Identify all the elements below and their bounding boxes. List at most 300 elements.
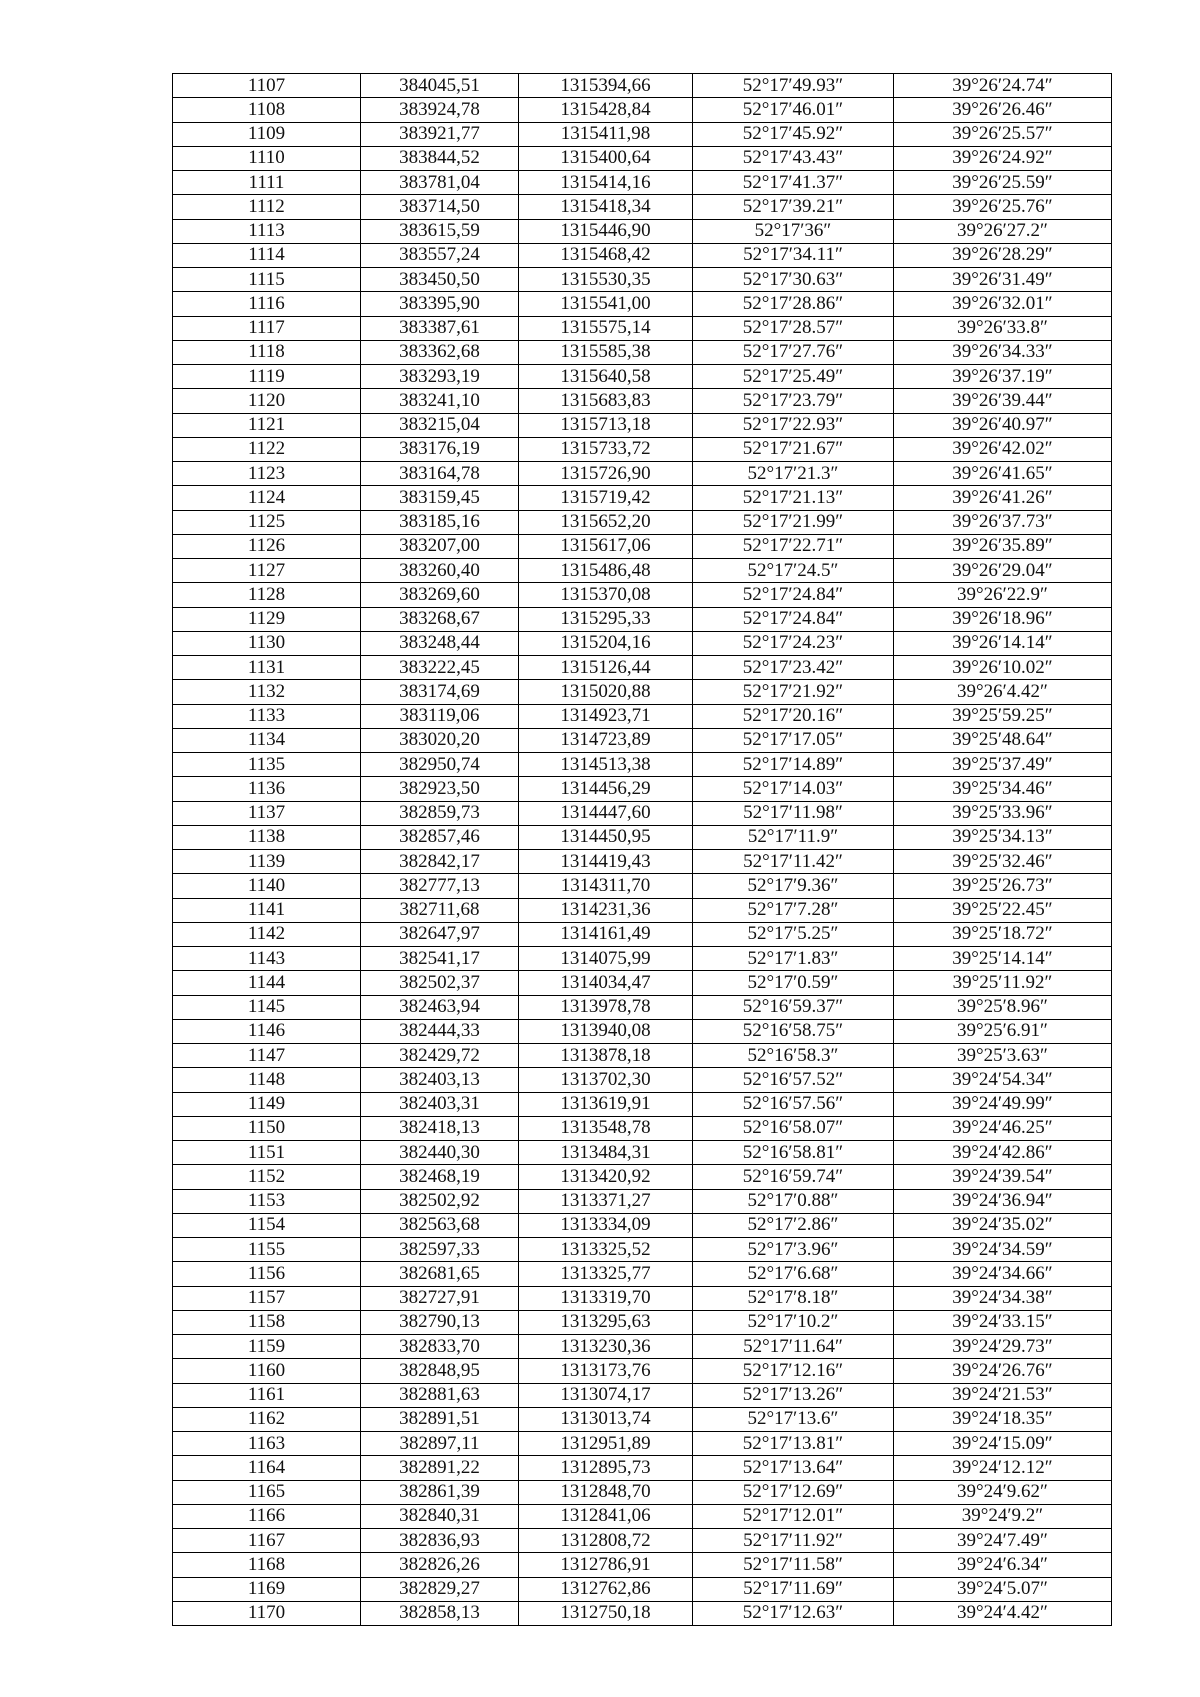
latitude-cell: 52°17′49.93″ [693,74,894,98]
y-coordinate-cell: 1315726,90 [519,462,693,486]
longitude-cell: 39°24′34.38″ [894,1286,1112,1310]
point-number-cell: 1153 [173,1189,361,1213]
y-coordinate-cell: 1313371,27 [519,1189,693,1213]
longitude-cell: 39°26′28.29″ [894,243,1112,267]
latitude-cell: 52°17′11.9″ [693,825,894,849]
y-coordinate-cell: 1315411,98 [519,122,693,146]
longitude-cell: 39°26′34.33″ [894,340,1112,364]
latitude-cell: 52°17′8.18″ [693,1286,894,1310]
latitude-cell: 52°17′21.92″ [693,680,894,704]
x-coordinate-cell: 382727,91 [361,1286,519,1310]
latitude-cell: 52°17′22.71″ [693,534,894,558]
y-coordinate-cell: 1313878,18 [519,1044,693,1068]
longitude-cell: 39°24′12.12″ [894,1456,1112,1480]
x-coordinate-cell: 383293,19 [361,365,519,389]
y-coordinate-cell: 1314161,49 [519,922,693,946]
latitude-cell: 52°17′11.69″ [693,1577,894,1601]
latitude-cell: 52°17′21.13″ [693,486,894,510]
x-coordinate-cell: 383176,19 [361,437,519,461]
table-row [173,534,1112,558]
latitude-cell: 52°16′58.81″ [693,1141,894,1165]
latitude-cell: 52°17′11.42″ [693,850,894,874]
longitude-cell: 39°26′35.89″ [894,534,1112,558]
latitude-cell: 52°16′59.74″ [693,1165,894,1189]
point-number-cell: 1134 [173,728,361,752]
y-coordinate-cell: 1312951,89 [519,1432,693,1456]
x-coordinate-cell: 383387,61 [361,316,519,340]
y-coordinate-cell: 1312750,18 [519,1601,693,1625]
y-coordinate-cell: 1314419,43 [519,850,693,874]
latitude-cell: 52°17′11.58″ [693,1553,894,1577]
y-coordinate-cell: 1314923,71 [519,704,693,728]
y-coordinate-cell: 1312762,86 [519,1577,693,1601]
table-row [173,1286,1112,1310]
latitude-cell: 52°17′23.79″ [693,389,894,413]
x-coordinate-cell: 383781,04 [361,171,519,195]
y-coordinate-cell: 1315640,58 [519,365,693,389]
longitude-cell: 39°25′37.49″ [894,753,1112,777]
x-coordinate-cell: 382897,11 [361,1432,519,1456]
x-coordinate-cell: 382891,51 [361,1407,519,1431]
longitude-cell: 39°24′49.99″ [894,1092,1112,1116]
longitude-cell: 39°24′34.59″ [894,1238,1112,1262]
x-coordinate-cell: 382597,33 [361,1238,519,1262]
latitude-cell: 52°17′22.93″ [693,413,894,437]
point-number-cell: 1115 [173,268,361,292]
latitude-cell: 52°17′10.2″ [693,1310,894,1334]
latitude-cell: 52°17′24.23″ [693,631,894,655]
x-coordinate-cell: 383207,00 [361,534,519,558]
y-coordinate-cell: 1315617,06 [519,534,693,558]
y-coordinate-cell: 1313230,36 [519,1335,693,1359]
point-number-cell: 1122 [173,437,361,461]
table-row [173,1068,1112,1092]
x-coordinate-cell: 383260,40 [361,559,519,583]
y-coordinate-cell: 1315446,90 [519,219,693,243]
table-row [173,1310,1112,1334]
latitude-cell: 52°17′21.3″ [693,462,894,486]
latitude-cell: 52°16′57.56″ [693,1092,894,1116]
table-row [173,1141,1112,1165]
latitude-cell: 52°17′28.86″ [693,292,894,316]
point-number-cell: 1120 [173,389,361,413]
point-number-cell: 1150 [173,1116,361,1140]
longitude-cell: 39°24′39.54″ [894,1165,1112,1189]
latitude-cell: 52°17′12.69″ [693,1480,894,1504]
table-row [173,947,1112,971]
table-row [173,1553,1112,1577]
table-row [173,1407,1112,1431]
table-row [173,316,1112,340]
table-row [173,850,1112,874]
y-coordinate-cell: 1313334,09 [519,1213,693,1237]
x-coordinate-cell: 383020,20 [361,728,519,752]
longitude-cell: 39°26′37.73″ [894,510,1112,534]
table-row [173,607,1112,631]
table-row [173,1529,1112,1553]
table-row [173,1335,1112,1359]
x-coordinate-cell: 382541,17 [361,947,519,971]
table-row [173,365,1112,389]
latitude-cell: 52°17′6.68″ [693,1262,894,1286]
latitude-cell: 52°16′57.52″ [693,1068,894,1092]
longitude-cell: 39°24′29.73″ [894,1335,1112,1359]
y-coordinate-cell: 1315295,33 [519,607,693,631]
latitude-cell: 52°17′39.21″ [693,195,894,219]
latitude-cell: 52°17′24.84″ [693,583,894,607]
point-number-cell: 1129 [173,607,361,631]
longitude-cell: 39°25′22.45″ [894,898,1112,922]
longitude-cell: 39°26′25.57″ [894,122,1112,146]
latitude-cell: 52°17′25.49″ [693,365,894,389]
x-coordinate-cell: 383241,10 [361,389,519,413]
table-row [173,1116,1112,1140]
table-row [173,243,1112,267]
point-number-cell: 1146 [173,1019,361,1043]
table-row [173,1383,1112,1407]
x-coordinate-cell: 382440,30 [361,1141,519,1165]
x-coordinate-cell: 382881,63 [361,1383,519,1407]
y-coordinate-cell: 1315719,42 [519,486,693,510]
table-row [173,146,1112,170]
x-coordinate-cell: 382840,31 [361,1504,519,1528]
longitude-cell: 39°24′42.86″ [894,1141,1112,1165]
y-coordinate-cell: 1313484,31 [519,1141,693,1165]
point-number-cell: 1147 [173,1044,361,1068]
table-row [173,728,1112,752]
longitude-cell: 39°24′9.62″ [894,1480,1112,1504]
latitude-cell: 52°17′0.59″ [693,971,894,995]
y-coordinate-cell: 1314311,70 [519,874,693,898]
point-number-cell: 1151 [173,1141,361,1165]
longitude-cell: 39°25′59.25″ [894,704,1112,728]
longitude-cell: 39°26′14.14″ [894,631,1112,655]
point-number-cell: 1168 [173,1553,361,1577]
x-coordinate-cell: 383119,06 [361,704,519,728]
point-number-cell: 1114 [173,243,361,267]
longitude-cell: 39°24′6.34″ [894,1553,1112,1577]
y-coordinate-cell: 1312848,70 [519,1480,693,1504]
table-row [173,486,1112,510]
y-coordinate-cell: 1314231,36 [519,898,693,922]
longitude-cell: 39°25′26.73″ [894,874,1112,898]
latitude-cell: 52°17′3.96″ [693,1238,894,1262]
longitude-cell: 39°26′26.46″ [894,98,1112,122]
x-coordinate-cell: 383269,60 [361,583,519,607]
x-coordinate-cell: 383268,67 [361,607,519,631]
y-coordinate-cell: 1313074,17 [519,1383,693,1407]
y-coordinate-cell: 1315418,34 [519,195,693,219]
table-row [173,559,1112,583]
longitude-cell: 39°24′5.07″ [894,1577,1112,1601]
table-row [173,413,1112,437]
longitude-cell: 39°24′46.25″ [894,1116,1112,1140]
longitude-cell: 39°24′9.2″ [894,1504,1112,1528]
point-number-cell: 1124 [173,486,361,510]
x-coordinate-cell: 382836,93 [361,1529,519,1553]
point-number-cell: 1162 [173,1407,361,1431]
latitude-cell: 52°17′9.36″ [693,874,894,898]
table-row [173,1165,1112,1189]
y-coordinate-cell: 1315486,48 [519,559,693,583]
x-coordinate-cell: 383557,24 [361,243,519,267]
longitude-cell: 39°26′29.04″ [894,559,1112,583]
point-number-cell: 1166 [173,1504,361,1528]
point-number-cell: 1158 [173,1310,361,1334]
x-coordinate-cell: 383215,04 [361,413,519,437]
longitude-cell: 39°26′32.01″ [894,292,1112,316]
table-row [173,1238,1112,1262]
table-row [173,801,1112,825]
x-coordinate-cell: 382429,72 [361,1044,519,1068]
x-coordinate-cell: 382857,46 [361,825,519,849]
x-coordinate-cell: 382950,74 [361,753,519,777]
x-coordinate-cell: 382848,95 [361,1359,519,1383]
longitude-cell: 39°26′25.76″ [894,195,1112,219]
longitude-cell: 39°25′6.91″ [894,1019,1112,1043]
y-coordinate-cell: 1315733,72 [519,437,693,461]
point-number-cell: 1137 [173,801,361,825]
point-number-cell: 1119 [173,365,361,389]
latitude-cell: 52°17′1.83″ [693,947,894,971]
y-coordinate-cell: 1315585,38 [519,340,693,364]
x-coordinate-cell: 383164,78 [361,462,519,486]
latitude-cell: 52°17′12.16″ [693,1359,894,1383]
latitude-cell: 52°17′13.81″ [693,1432,894,1456]
latitude-cell: 52°17′28.57″ [693,316,894,340]
latitude-cell: 52°17′12.63″ [693,1601,894,1625]
latitude-cell: 52°17′30.63″ [693,268,894,292]
latitude-cell: 52°17′13.26″ [693,1383,894,1407]
longitude-cell: 39°25′14.14″ [894,947,1112,971]
table-row [173,631,1112,655]
latitude-cell: 52°17′45.92″ [693,122,894,146]
point-number-cell: 1112 [173,195,361,219]
point-number-cell: 1141 [173,898,361,922]
y-coordinate-cell: 1313325,77 [519,1262,693,1286]
coordinates-table [172,73,1112,1626]
y-coordinate-cell: 1313319,70 [519,1286,693,1310]
longitude-cell: 39°26′4.42″ [894,680,1112,704]
latitude-cell: 52°17′11.92″ [693,1529,894,1553]
point-number-cell: 1155 [173,1238,361,1262]
table-row [173,971,1112,995]
latitude-cell: 52°16′58.07″ [693,1116,894,1140]
longitude-cell: 39°25′11.92″ [894,971,1112,995]
coordinates-table-body [173,74,1112,1626]
table-row [173,171,1112,195]
y-coordinate-cell: 1315652,20 [519,510,693,534]
x-coordinate-cell: 383844,52 [361,146,519,170]
longitude-cell: 39°26′10.02″ [894,656,1112,680]
latitude-cell: 52°17′27.76″ [693,340,894,364]
longitude-cell: 39°25′18.72″ [894,922,1112,946]
y-coordinate-cell: 1314723,89 [519,728,693,752]
point-number-cell: 1107 [173,74,361,98]
x-coordinate-cell: 382859,73 [361,801,519,825]
longitude-cell: 39°25′34.46″ [894,777,1112,801]
table-row [173,1577,1112,1601]
table-row [173,995,1112,1019]
point-number-cell: 1132 [173,680,361,704]
table-row [173,1262,1112,1286]
point-number-cell: 1133 [173,704,361,728]
x-coordinate-cell: 382711,68 [361,898,519,922]
y-coordinate-cell: 1315204,16 [519,631,693,655]
latitude-cell: 52°16′58.75″ [693,1019,894,1043]
table-row [173,777,1112,801]
point-number-cell: 1127 [173,559,361,583]
table-row [173,1092,1112,1116]
table-row [173,268,1112,292]
longitude-cell: 39°25′48.64″ [894,728,1112,752]
y-coordinate-cell: 1315541,00 [519,292,693,316]
table-row [173,1601,1112,1625]
longitude-cell: 39°26′33.8″ [894,316,1112,340]
longitude-cell: 39°24′36.94″ [894,1189,1112,1213]
x-coordinate-cell: 382891,22 [361,1456,519,1480]
point-number-cell: 1111 [173,171,361,195]
x-coordinate-cell: 383174,69 [361,680,519,704]
point-number-cell: 1136 [173,777,361,801]
longitude-cell: 39°24′21.53″ [894,1383,1112,1407]
latitude-cell: 52°17′20.16″ [693,704,894,728]
point-number-cell: 1108 [173,98,361,122]
table-row [173,1359,1112,1383]
y-coordinate-cell: 1314447,60 [519,801,693,825]
x-coordinate-cell: 383222,45 [361,656,519,680]
y-coordinate-cell: 1313619,91 [519,1092,693,1116]
longitude-cell: 39°26′41.65″ [894,462,1112,486]
y-coordinate-cell: 1313548,78 [519,1116,693,1140]
y-coordinate-cell: 1315126,44 [519,656,693,680]
longitude-cell: 39°26′42.02″ [894,437,1112,461]
point-number-cell: 1169 [173,1577,361,1601]
y-coordinate-cell: 1312786,91 [519,1553,693,1577]
x-coordinate-cell: 382563,68 [361,1213,519,1237]
x-coordinate-cell: 383714,50 [361,195,519,219]
x-coordinate-cell: 382829,27 [361,1577,519,1601]
table-row [173,656,1112,680]
point-number-cell: 1156 [173,1262,361,1286]
point-number-cell: 1143 [173,947,361,971]
x-coordinate-cell: 382444,33 [361,1019,519,1043]
latitude-cell: 52°17′14.03″ [693,777,894,801]
point-number-cell: 1163 [173,1432,361,1456]
x-coordinate-cell: 383185,16 [361,510,519,534]
x-coordinate-cell: 382777,13 [361,874,519,898]
x-coordinate-cell: 382681,65 [361,1262,519,1286]
point-number-cell: 1170 [173,1601,361,1625]
point-number-cell: 1145 [173,995,361,1019]
longitude-cell: 39°26′41.26″ [894,486,1112,510]
x-coordinate-cell: 382826,26 [361,1553,519,1577]
latitude-cell: 52°16′58.3″ [693,1044,894,1068]
table-row [173,389,1112,413]
point-number-cell: 1126 [173,534,361,558]
longitude-cell: 39°24′35.02″ [894,1213,1112,1237]
latitude-cell: 52°17′21.67″ [693,437,894,461]
latitude-cell: 52°17′36″ [693,219,894,243]
y-coordinate-cell: 1313325,52 [519,1238,693,1262]
table-row [173,753,1112,777]
point-number-cell: 1138 [173,825,361,849]
x-coordinate-cell: 383248,44 [361,631,519,655]
table-row [173,1456,1112,1480]
x-coordinate-cell: 382403,31 [361,1092,519,1116]
x-coordinate-cell: 382858,13 [361,1601,519,1625]
x-coordinate-cell: 383159,45 [361,486,519,510]
y-coordinate-cell: 1315020,88 [519,680,693,704]
x-coordinate-cell: 382502,37 [361,971,519,995]
table-row [173,874,1112,898]
table-row [173,825,1112,849]
x-coordinate-cell: 382647,97 [361,922,519,946]
latitude-cell: 52°17′12.01″ [693,1504,894,1528]
x-coordinate-cell: 383924,78 [361,98,519,122]
y-coordinate-cell: 1314513,38 [519,753,693,777]
y-coordinate-cell: 1313173,76 [519,1359,693,1383]
table-row [173,1189,1112,1213]
point-number-cell: 1160 [173,1359,361,1383]
longitude-cell: 39°24′15.09″ [894,1432,1112,1456]
x-coordinate-cell: 382502,92 [361,1189,519,1213]
y-coordinate-cell: 1315683,83 [519,389,693,413]
point-number-cell: 1113 [173,219,361,243]
y-coordinate-cell: 1315530,35 [519,268,693,292]
y-coordinate-cell: 1313420,92 [519,1165,693,1189]
table-row [173,74,1112,98]
table-row [173,704,1112,728]
x-coordinate-cell: 383921,77 [361,122,519,146]
table-row [173,1480,1112,1504]
longitude-cell: 39°26′25.59″ [894,171,1112,195]
y-coordinate-cell: 1315428,84 [519,98,693,122]
table-row [173,1213,1112,1237]
y-coordinate-cell: 1312841,06 [519,1504,693,1528]
y-coordinate-cell: 1314450,95 [519,825,693,849]
y-coordinate-cell: 1314456,29 [519,777,693,801]
longitude-cell: 39°25′33.96″ [894,801,1112,825]
point-number-cell: 1117 [173,316,361,340]
latitude-cell: 52°17′13.6″ [693,1407,894,1431]
latitude-cell: 52°17′34.11″ [693,243,894,267]
table-row [173,1019,1112,1043]
longitude-cell: 39°26′31.49″ [894,268,1112,292]
point-number-cell: 1130 [173,631,361,655]
x-coordinate-cell: 384045,51 [361,74,519,98]
y-coordinate-cell: 1312808,72 [519,1529,693,1553]
point-number-cell: 1135 [173,753,361,777]
y-coordinate-cell: 1315400,64 [519,146,693,170]
y-coordinate-cell: 1313940,08 [519,1019,693,1043]
point-number-cell: 1140 [173,874,361,898]
y-coordinate-cell: 1315414,16 [519,171,693,195]
longitude-cell: 39°24′18.35″ [894,1407,1112,1431]
latitude-cell: 52°17′23.42″ [693,656,894,680]
point-number-cell: 1152 [173,1165,361,1189]
x-coordinate-cell: 382790,13 [361,1310,519,1334]
x-coordinate-cell: 382842,17 [361,850,519,874]
table-row [173,98,1112,122]
x-coordinate-cell: 383395,90 [361,292,519,316]
longitude-cell: 39°24′34.66″ [894,1262,1112,1286]
latitude-cell: 52°17′24.5″ [693,559,894,583]
longitude-cell: 39°26′39.44″ [894,389,1112,413]
y-coordinate-cell: 1315468,42 [519,243,693,267]
point-number-cell: 1109 [173,122,361,146]
x-coordinate-cell: 383615,59 [361,219,519,243]
